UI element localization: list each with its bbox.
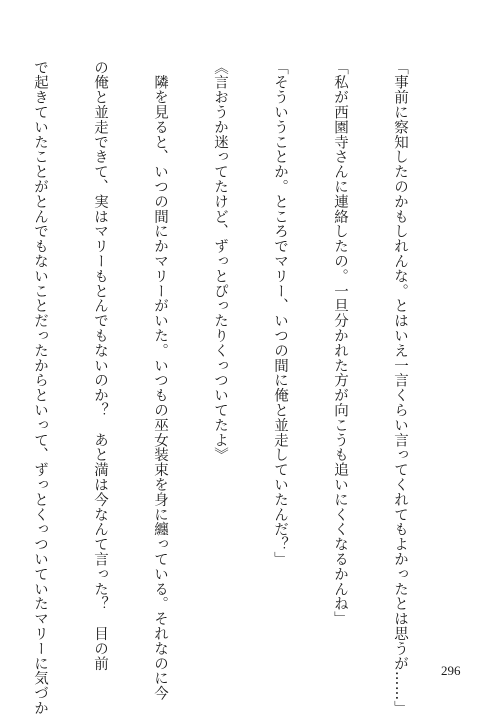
- text-line: 「そういうことか。ところでマリー、いつの間に俺と並走していたんだ？」: [272, 60, 288, 567]
- text-line: の俺と並走できて、実はマリーもとんでもないのか？ あと満は今なんて言った？ 目の前: [92, 60, 108, 671]
- text-line: 「私が西園寺さんに連絡したの。一旦分かれた方が向こうも追いにくくなるかんね」: [332, 60, 348, 627]
- page-number: 296: [441, 663, 461, 678]
- text-line: 「事前に察知したのかもしれんな。とはいえ一言くらい言ってくれてもよかったとは思うが……」: [392, 60, 408, 716]
- text-line: 隣を見ると、いつの間にかマリーがいた。いつもの巫女装束を身に纏っている。それなのに今: [152, 60, 168, 701]
- vertical-text-body: [0, 60, 450, 716]
- text-line: で起きていたことがとんでもないことだったからといって、ずっとくっついていたマリーに気づか: [32, 60, 48, 716]
- text-line: 《言おうか迷ってたけど、ずっとぴったりくっついてたよ》: [212, 60, 228, 463]
